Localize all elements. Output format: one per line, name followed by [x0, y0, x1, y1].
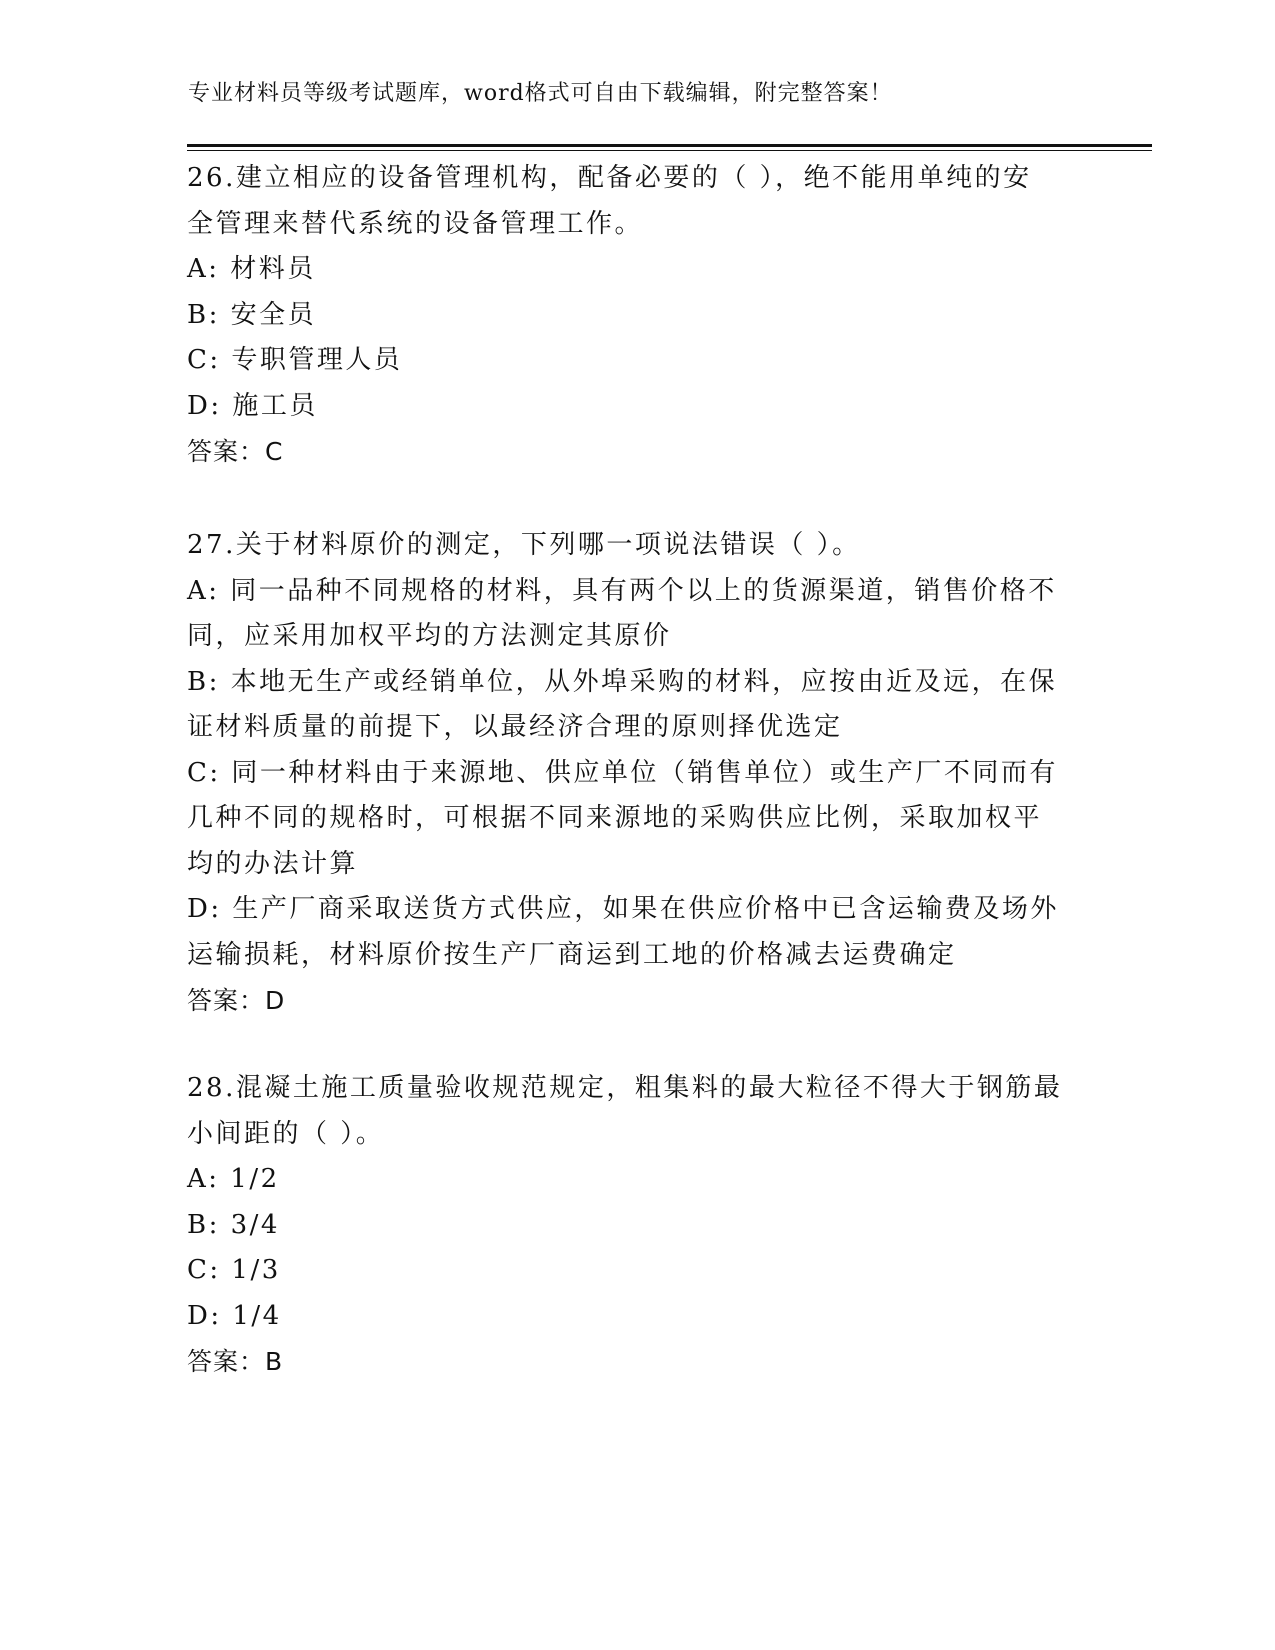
question-stem-line: 全管理来替代系统的设备管理工作。	[187, 208, 644, 239]
question-stem-line: 27.关于材料原价的测定，下列哪一项说法错误（ ）。	[187, 530, 861, 560]
option-a-continued: 同，应采用加权平均的方法测定其原价	[187, 621, 672, 651]
header-note: 专业材料员等级考试题库，word格式可自由下载编辑，附完整答案！	[188, 81, 893, 106]
option-c-continued: 均的办法计算	[187, 848, 359, 879]
option-a: A: 材料员	[187, 254, 316, 284]
answer: 答案：C	[187, 437, 284, 466]
option-c-continued: 几种不同的规格时，可根据不同来源地的采购供应比例，采取加权平	[187, 803, 1043, 833]
answer: 答案：B	[187, 1347, 284, 1376]
option-b-continued: 证材料质量的前提下，以最经济合理的原则择优选定	[187, 712, 843, 742]
header-rule-thin	[187, 150, 1152, 151]
option-c: C: 专职管理人员	[187, 345, 403, 375]
option-b: B: 3/4	[187, 1209, 280, 1240]
option-d: D: 1/4	[187, 1300, 282, 1331]
question-stem-line: 26.建立相应的设备管理机构，配备必要的（ ），绝不能用单纯的安	[187, 163, 1032, 193]
question-stem-line: 28.混凝土施工质量验收规范规定，粗集料的最大粒径不得大于钢筋最	[187, 1073, 1063, 1103]
option-d: D: 生产厂商采取送货方式供应，如果在供应价格中已含运输费及场外	[187, 894, 1059, 924]
option-c: C: 同一种材料由于来源地、供应单位（销售单位）或生产厂不同而有	[187, 757, 1058, 788]
option-d-continued: 运输损耗，材料原价按生产厂商运到工地的价格减去运费确定	[187, 939, 957, 970]
option-d: D: 施工员	[187, 390, 318, 421]
question-26	[187, 156, 1087, 475]
option-a: A: 1/2	[187, 1164, 280, 1194]
option-b: B: 本地无生产或经销单位，从外埠采购的材料，应按由近及远，在保	[187, 666, 1058, 697]
option-a: A: 同一品种不同规格的材料，具有两个以上的货源渠道，销售价格不	[187, 575, 1057, 606]
option-b: B: 安全员	[187, 299, 317, 330]
question-28	[187, 1066, 1087, 1385]
answer: 答案：D	[187, 986, 286, 1015]
option-c: C: 1/3	[187, 1255, 281, 1285]
question-stem-line: 小间距的（ ）。	[187, 1118, 385, 1149]
header-rule-thick	[187, 144, 1152, 147]
question-27	[187, 523, 1087, 1024]
